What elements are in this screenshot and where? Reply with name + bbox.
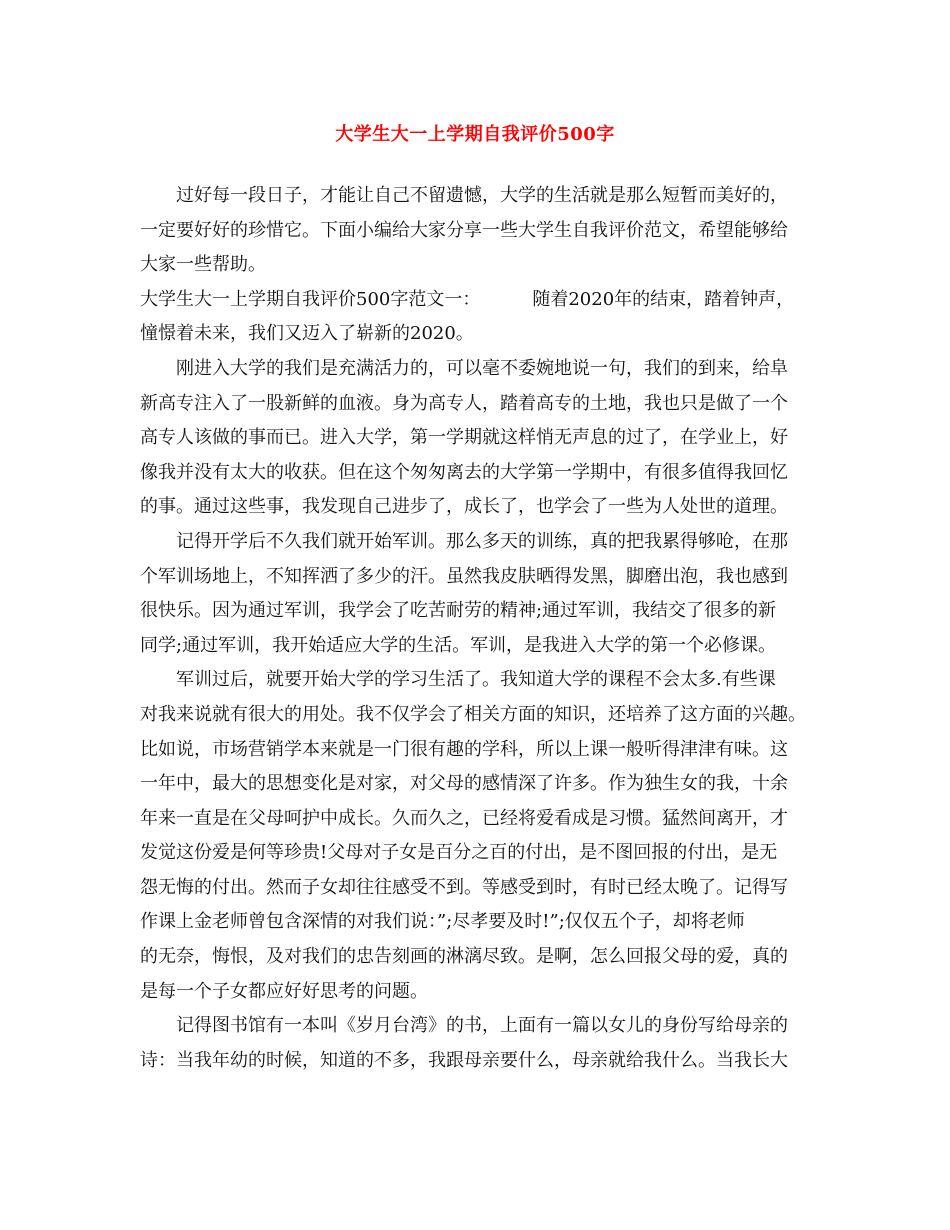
text-line: 刚进入大学的我们是充满活力的，可以毫不委婉地说一句，我们的到来，给阜: [176, 357, 788, 379]
document-title: 大学生大一上学期自我评价500字: [335, 124, 615, 145]
text-line: 比如说，市场营销学本来就是一门很有趣的学科，所以上课一般听得津津有味。这: [140, 738, 788, 760]
text-line: 憧憬着未来，我们又迈入了崭新的2020。: [140, 323, 474, 345]
text-line: 高专人该做的事而已。进入大学，第一学期就这样悄无声息的过了，在学业上，好: [140, 427, 788, 449]
text-line: 一年中，最大的思想变化是对家，对父母的感情深了许多。作为独生女的我，十余: [140, 773, 788, 795]
text-line: 个军训场地上，不知挥洒了多少的汗。虽然我皮肤晒得发黑，脚磨出泡，我也感到: [140, 565, 788, 587]
text-line: 作课上金老师曾包含深情的对我们说：”;尽孝要及时!”;仅仅五个子，却将老师: [140, 911, 745, 933]
inline-continuation: 随着2020年的结束，踏着钟声，: [532, 288, 795, 310]
text-line: 的无奈，悔恨，及对我们的忠告刻画的淋漓尽致。是啊，怎么回报父母的爱，真的: [140, 946, 788, 968]
section-heading: 大学生大一上学期自我评价500字范文一：: [140, 288, 481, 310]
text-line: 是每一个子女都应好好思考的问题。: [140, 980, 428, 1002]
text-line: 同学;通过军训，我开始适应大学的生活。军训，是我进入大学的第一个必修课。: [140, 634, 777, 656]
text-line: 过好每一段日子，才能让自己不留遗憾，大学的生活就是那么短暂而美好的，: [176, 185, 788, 206]
text-line: 怨无悔的付出。然而子女却往往感受不到。等感受到时，有时已经太晚了。记得写: [140, 876, 788, 898]
text-line: 诗：当我年幼的时候，知道的不多，我跟母亲要什么，母亲就给我什么。当我长大: [140, 1049, 788, 1071]
text-line: 年来一直是在父母呵护中成长。久而久之，已经将爱看成是习惯。猛然间离开，才: [140, 807, 788, 829]
section-heading-line: [140, 283, 830, 318]
text-line: 的事。通过这些事，我发现自己进步了，成长了，也学会了一些为人处世的道理。: [140, 496, 788, 518]
text-line: 记得开学后不久我们就开始军训。那么多天的训练，真的把我累得够呛，在那: [176, 530, 788, 552]
text-line: 发觉这份爱是何等珍贵!父母对子女是百分之百的付出，是不图回报的付出，是无: [140, 842, 778, 864]
text-line: 大家一些帮助。: [140, 254, 266, 276]
text-line: 一定要好好的珍惜它。下面小编给大家分享一些大学生自我评价范文，希望能够给: [140, 219, 788, 241]
text-line: 对我来说就有很大的用处。我不仅学会了相关方面的知识，还培养了这方面的兴趣。: [140, 703, 806, 725]
text-line: 像我并没有太大的收获。但在这个匆匆离去的大学第一学期中，有很多值得我回忆: [140, 461, 788, 483]
text-line: 很快乐。因为通过军训，我学会了吃苦耐劳的精神;通过军训，我结交了很多的新: [140, 600, 777, 622]
text-line: 记得图书馆有一本叫《岁月台湾》的书，上面有一篇以女儿的身份写给母亲的: [176, 1015, 788, 1037]
text-line: 军训过后，就要开始大学的学习生活了。我知道大学的课程不会太多.有些课: [176, 669, 776, 691]
document-body: [140, 179, 830, 1078]
text-line: 新高专注入了一股新鲜的血液。身为高专人，踏着高专的土地，我也只是做了一个: [140, 392, 788, 414]
